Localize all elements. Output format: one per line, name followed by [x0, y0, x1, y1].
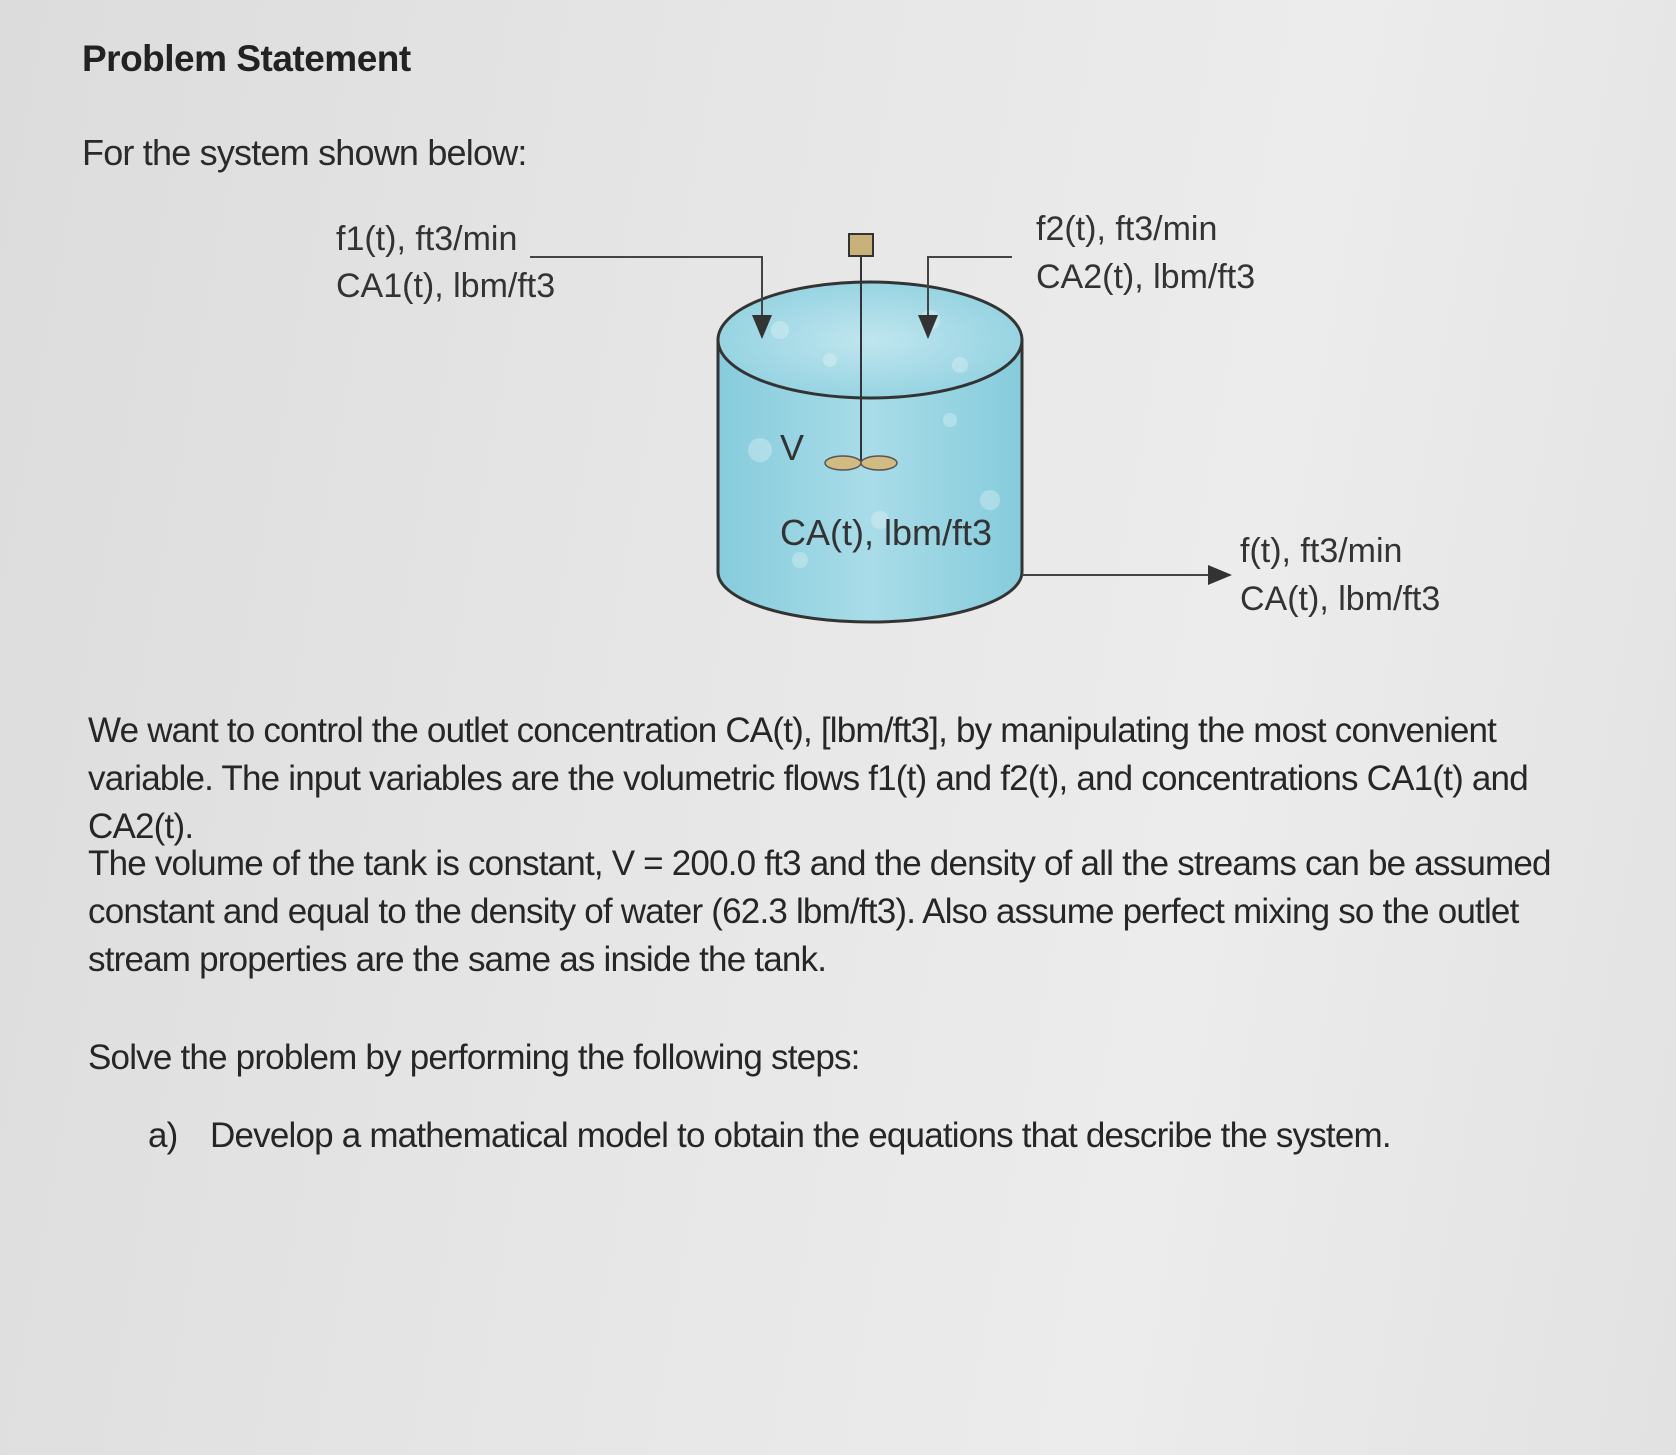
step-a: [148, 1116, 1391, 1156]
inlet-1-conc-label: CA1(t), lbm/ft3: [336, 267, 556, 305]
tank-top-surface: [718, 282, 1022, 398]
outlet-conc-label: CA(t), lbm/ft3: [1240, 580, 1441, 618]
outlet-flow-label: f(t), ft3/min: [1240, 532, 1403, 570]
step-text: Develop a mathematical model to obtain the equations that describe the system.: [210, 1116, 1391, 1155]
paragraph-instructions: Solve the problem by performing the following steps:: [88, 1038, 860, 1077]
paragraph-assumptions: The volume of the tank is constant, V = 200.0 ft3 and the density of all the streams can be assumed constant and equal to the density of water (62.3 lbm/ft3). Also assume perfect mixing so the outlet stream properties are the same as inside the tank.: [88, 844, 1551, 979]
inlet-2-flow-label: f2(t), ft3/min: [1036, 210, 1218, 248]
agitator-motor: [849, 234, 873, 256]
inlet-2-conc-label: CA2(t), lbm/ft3: [1036, 258, 1256, 296]
step-marker: a): [148, 1116, 178, 1155]
inlet-1-flow-label: f1(t), ft3/min: [336, 220, 518, 258]
intro-text: For the system shown below:: [82, 132, 527, 173]
paragraph-objective: We want to control the outlet concentration CA(t), [lbm/ft3], by manipulating the most convenient variable. The input variables are the volumetric flows f1(t) and f2(t), and concentrations CA1(t) and CA2(t).: [88, 711, 1528, 846]
tank-conc-label: CA(t), lbm/ft3: [780, 512, 993, 553]
problem-title: Problem Statement: [82, 38, 411, 79]
tank-volume-label: V: [780, 427, 805, 468]
tank-diagram: [0, 0, 1676, 700]
